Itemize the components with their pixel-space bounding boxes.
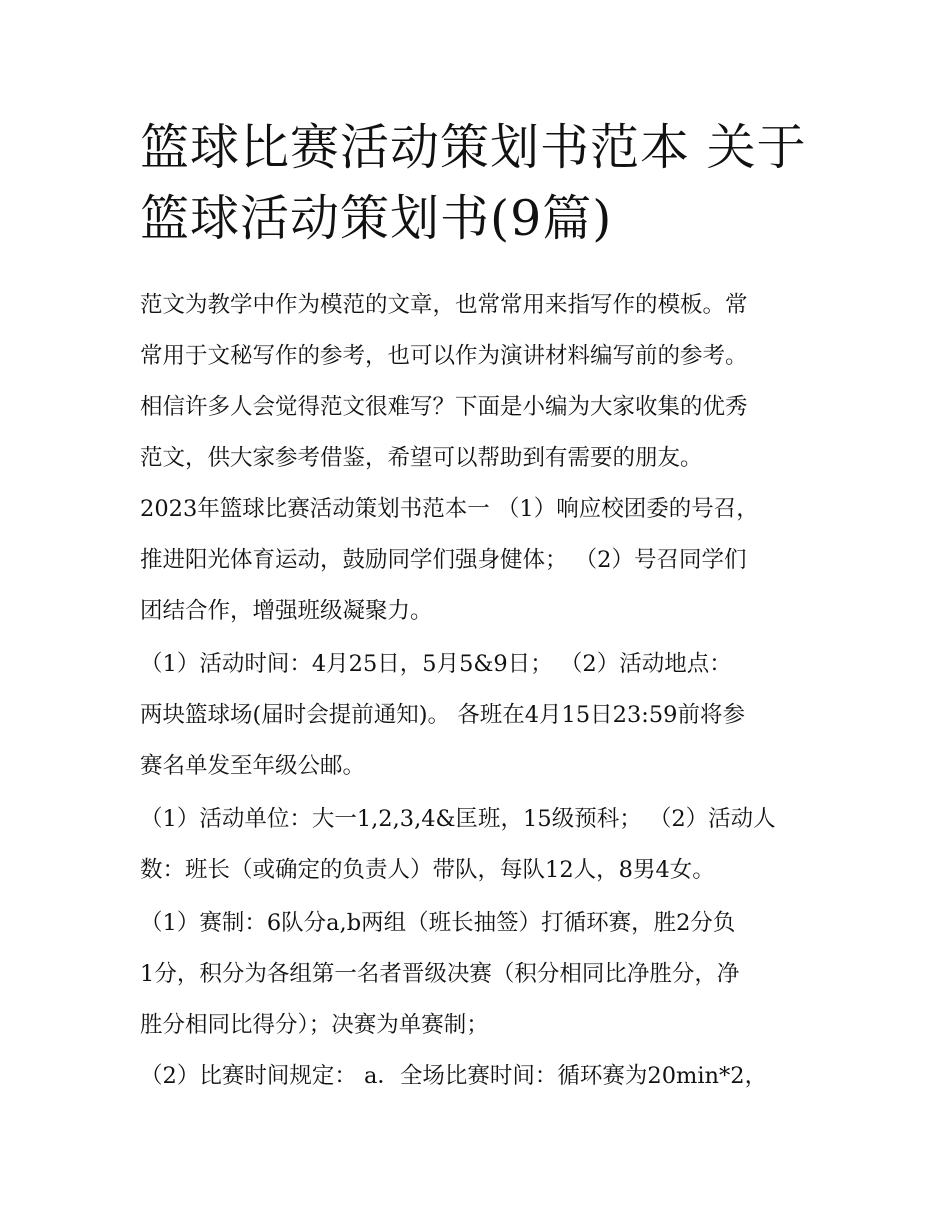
text-line: （2）比赛时间规定： a．全场比赛时间：循环赛为20min*2，	[140, 1063, 768, 1089]
document-title	[140, 112, 830, 254]
text-line: 两块篮球场(届时会提前通知)。 各班在4月15日23:59前将参	[140, 702, 745, 728]
text-line: 数：班长（或确定的负责人）带队，每队12人，8男4女。	[140, 857, 715, 883]
text-line: 1分，积分为各组第一名者晋级决赛（积分相同比净胜分，净	[140, 961, 740, 987]
title-line: 篮球活动策划书(9篇)	[140, 190, 613, 247]
text-line: （1）活动时间：4月25日，5月5&9日； （2）活动地点：	[140, 651, 732, 677]
text-line: 常用于文秘写作的参考，也可以作为演讲材料编写前的参考。	[140, 343, 748, 369]
text-line: 范文为教学中作为模范的文章，也常常用来指写作的模板。常	[140, 292, 748, 318]
document-body	[140, 280, 820, 1102]
text-line: 胜分相同比得分）；决赛为单赛制；	[140, 1012, 489, 1038]
participants-paragraph	[140, 794, 820, 896]
time-rules-paragraph	[140, 1051, 820, 1102]
text-line: 范文，供大家参考借鉴，希望可以帮助到有需要的朋友。	[140, 445, 703, 471]
text-line: 相信许多人会觉得范文很难写？下面是小编为大家收集的优秀	[140, 394, 748, 420]
text-line: （1）活动单位：大一1,2,3,4&匡班，15级预科； （2）活动人	[140, 806, 776, 832]
time-location-paragraph	[140, 639, 820, 792]
text-line: 赛名单发至年级公邮。	[140, 753, 366, 779]
text-line: 2023年篮球比赛活动策划书范本一 （1）响应校团委的号召，	[140, 496, 759, 522]
format-paragraph	[140, 898, 820, 1051]
text-line: 团结合作，增强班级凝聚力。	[140, 598, 433, 624]
text-line: 推进阳光体育运动，鼓励同学们强身健体； （2）号召同学们	[140, 547, 747, 573]
purpose-paragraph	[140, 484, 820, 637]
intro-paragraph	[140, 280, 820, 484]
text-line: （1）赛制：6队分a,b两组（班长抽签）打循环赛，胜2分负	[140, 910, 736, 936]
title-line: 篮球比赛活动策划书范本 关于	[140, 119, 807, 176]
